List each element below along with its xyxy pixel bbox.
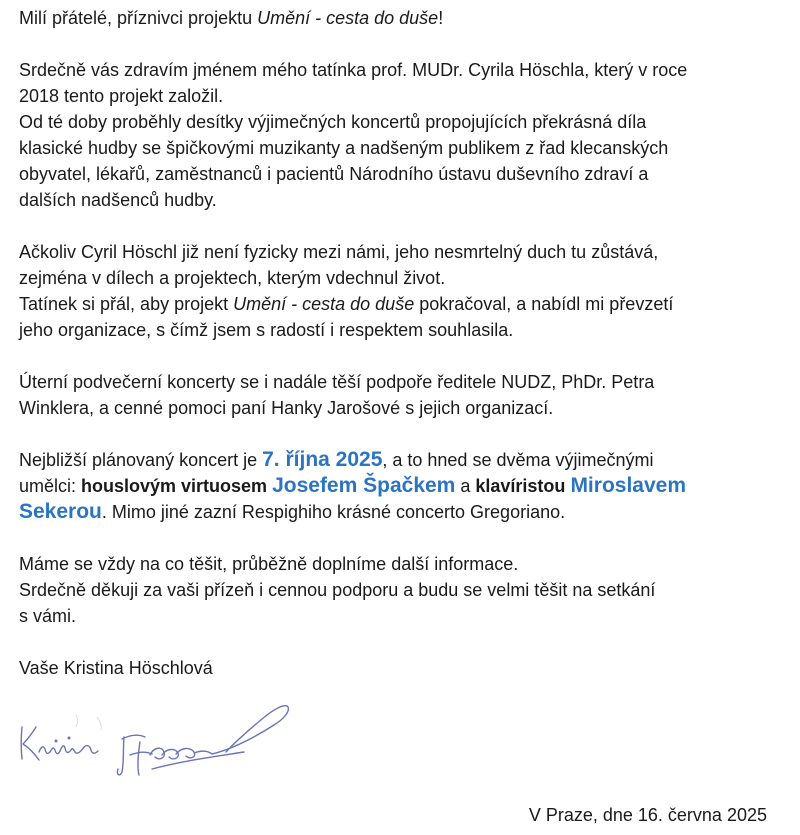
text-line: pokračoval, a nabídl mi převzetí <box>414 294 674 314</box>
text-line: Máme se vždy na co těšit, průběžně doplníme další informace. <box>19 554 519 574</box>
artist-name: Sekerou <box>19 500 102 523</box>
closing: Vaše Kristina Höschlová <box>19 658 213 678</box>
artist-name: Miroslavem <box>570 474 686 497</box>
spacer <box>19 343 789 369</box>
spacer <box>19 525 789 551</box>
text-line: Srdečně děkuji za vaši přízeň i cennou podporu a budu se velmi těšit na setkání <box>19 580 656 600</box>
artist-name: Josefem Špačkem <box>272 474 456 497</box>
text-line: Srdečně vás zdravím jménem mého tatínka prof. MUDr. Cyrila Höschla, který v roce <box>19 60 688 80</box>
text-line: Nejbližší plánovaný koncert je <box>19 450 263 470</box>
text-line: a <box>455 476 476 496</box>
paragraph-next-concert <box>19 447 789 525</box>
spacer <box>19 213 789 239</box>
spacer <box>19 31 789 57</box>
paragraph-intro <box>19 57 789 213</box>
project-name: Umění - cesta do duše <box>233 294 415 314</box>
paragraph-support <box>19 369 789 421</box>
letter-body <box>19 5 789 681</box>
text-line: Ačkoliv Cyril Höschl již není fyzicky mezi námi, jeho nesmrtelný duch tu zůstává, <box>19 242 659 262</box>
text-line: , a to hned se dvěma výjimečnými <box>382 450 654 470</box>
project-name: Umění - cesta do duše <box>257 8 439 28</box>
date-line: V Praze, dne 16. června 2025 <box>528 805 767 825</box>
greeting <box>19 5 789 31</box>
text-line: 2018 tento projekt založil. <box>19 86 224 106</box>
greeting-text: Milí přátelé, příznivci projektu <box>19 8 258 28</box>
text-line: . Mimo jiné zazní Respighiho krásné concerto Gregoriano. <box>101 502 566 522</box>
concert-date: 7. října 2025 <box>262 448 383 471</box>
artist-role: klavíristou <box>475 476 566 496</box>
text-line: zejména v dílech a projektech, kterým vdechnul život. <box>19 268 446 288</box>
text-line: s vámi. <box>19 606 77 626</box>
paragraph-thanks <box>19 551 789 629</box>
spacer <box>19 629 789 655</box>
text-line: umělci: <box>19 476 82 496</box>
text-line: Winklera, a cenné pomoci paní Hanky Jarošové s jejich organizací. <box>19 398 554 418</box>
text-line: klasické hudby se špičkovými muzikanty a nadšeným publikem z řad klecanských <box>19 138 669 158</box>
spacer <box>19 421 789 447</box>
text-line: Tatínek si přál, aby projekt <box>19 294 234 314</box>
text-line: Od té doby proběhly desítky výjimečných koncertů propojujících překrásná díla <box>19 112 647 132</box>
greeting-punct: ! <box>438 8 444 28</box>
handwritten-signature <box>12 697 302 787</box>
text-line: dalších nadšenců hudby. <box>19 190 217 210</box>
text-line: Úterní podvečerní koncerty se i nadále těší podpoře ředitele NUDZ, PhDr. Petra <box>19 372 655 392</box>
text-line: jeho organizace, s čímž jsem s radostí i respektem souhlasila. <box>19 320 514 340</box>
artist-role: houslovým virtuosem <box>81 476 268 496</box>
paragraph-legacy <box>19 239 789 343</box>
text-line: obyvatel, lékařů, zaměstnanců i pacientů Národního ústavu duševního zdraví a <box>19 164 649 184</box>
